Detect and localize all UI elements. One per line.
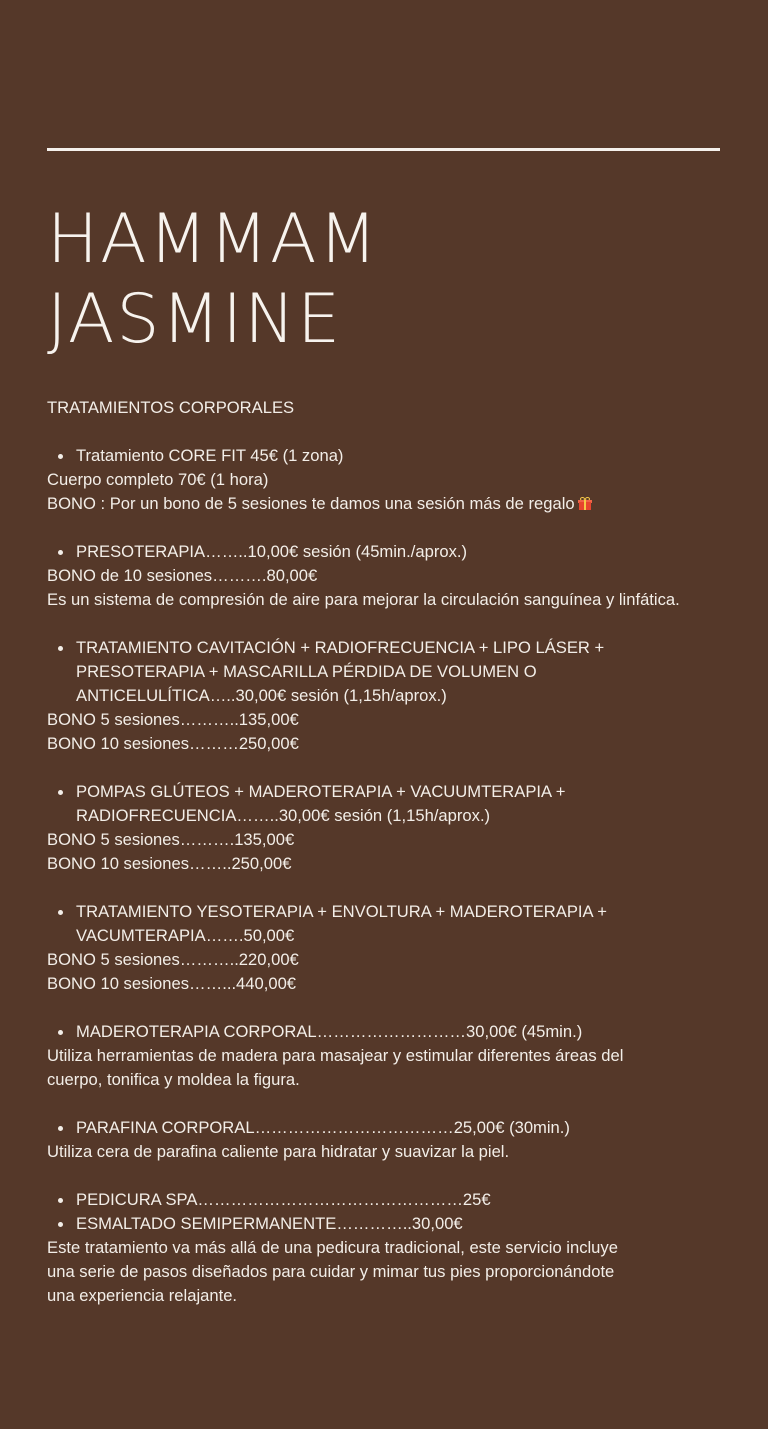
treatment-presoterapia — [47, 540, 727, 612]
list-item: TRATAMIENTO YESOTERAPIA + ENVOLTURA + MADEROTERAPIA + VACUMTERAPIA…….50,00€ — [76, 900, 616, 948]
detail-line: Es un sistema de compresión de aire para mejorar la circulación sanguínea y linfática. — [47, 590, 680, 609]
list-item: Tratamiento CORE FIT 45€ (1 zona) — [76, 444, 727, 468]
treatment-list — [47, 1116, 727, 1140]
treatment-list — [47, 1188, 727, 1236]
title-line-2: JASMINE — [47, 280, 343, 359]
treatment-pedicura — [47, 1188, 727, 1308]
list-item: PRESOTERAPIA……..10,00€ sesión (45min./aprox.) — [76, 540, 727, 564]
detail-line: Este tratamiento va más allá de una pedicura tradicional, este servicio incluye una serie de pasos diseñados para cuidar y mimar tus pies proporcionándote una experiencia relajante. — [47, 1238, 618, 1305]
treatment-list — [47, 900, 727, 948]
treatment-list — [47, 540, 727, 564]
detail-line — [47, 492, 727, 516]
treatments-content — [47, 396, 727, 1308]
detail-line: BONO 10 sesiones……...440,00€ — [47, 974, 297, 993]
title-line-1: HAMMAM — [47, 200, 380, 279]
treatment-list — [47, 636, 727, 708]
treatment-pompas-gluteos — [47, 780, 727, 876]
treatment-core-fit — [47, 444, 727, 516]
treatment-parafina — [47, 1116, 727, 1164]
top-divider — [47, 148, 720, 151]
bono-text: BONO : Por un bono de 5 sesiones te damos una sesión más de regalo — [47, 494, 575, 513]
treatment-yesoterapia — [47, 900, 727, 996]
detail-line: Utiliza herramientas de madera para masajear y estimular diferentes áreas del cuerpo, tonifica y moldea la figura. — [47, 1046, 624, 1089]
treatment-cavitacion — [47, 636, 727, 756]
section-title: TRATAMIENTOS CORPORALES — [47, 398, 295, 417]
list-item: POMPAS GLÚTEOS + MADEROTERAPIA + VACUUMTERAPIA + RADIOFRECUENCIA……..30,00€ sesión (1,15h/aprox.) — [76, 780, 576, 828]
detail-line: BONO 5 sesiones……….135,00€ — [47, 830, 295, 849]
list-item: PARAFINA CORPORAL………………………………25,00€ (30min.) — [76, 1116, 727, 1140]
detail-line: BONO 10 sesiones……..250,00€ — [47, 854, 292, 873]
detail-line: BONO 5 sesiones………..220,00€ — [47, 950, 299, 969]
detail-line: Cuerpo completo 70€ (1 hora) — [47, 470, 269, 489]
detail-line: BONO 5 sesiones………..135,00€ — [47, 710, 299, 729]
detail-line: BONO 10 sesiones………250,00€ — [47, 734, 299, 753]
page-title — [47, 200, 379, 360]
treatment-list — [47, 1020, 727, 1044]
treatment-maderoterapia — [47, 1020, 727, 1092]
list-item: PEDICURA SPA…………………………………………25€ — [76, 1188, 727, 1212]
detail-line: Utiliza cera de parafina caliente para hidratar y suavizar la piel. — [47, 1142, 510, 1161]
treatment-list — [47, 780, 727, 828]
list-item: TRATAMIENTO CAVITACIÓN + RADIOFRECUENCIA + LIPO LÁSER + PRESOTERAPIA + MASCARILLA PÉRDIDA DE VOLUMEN O ANTICELULÍTICA…..30,00€ sesión (1,15h/aprox.) — [76, 636, 606, 708]
list-item: ESMALTADO SEMIPERMANENTE…………..30,00€ — [76, 1212, 727, 1236]
treatment-list — [47, 444, 727, 468]
gift-icon — [578, 497, 592, 510]
detail-line: BONO de 10 sesiones……….80,00€ — [47, 566, 318, 585]
list-item: MADEROTERAPIA CORPORAL………………………30,00€ (45min.) — [76, 1020, 727, 1044]
